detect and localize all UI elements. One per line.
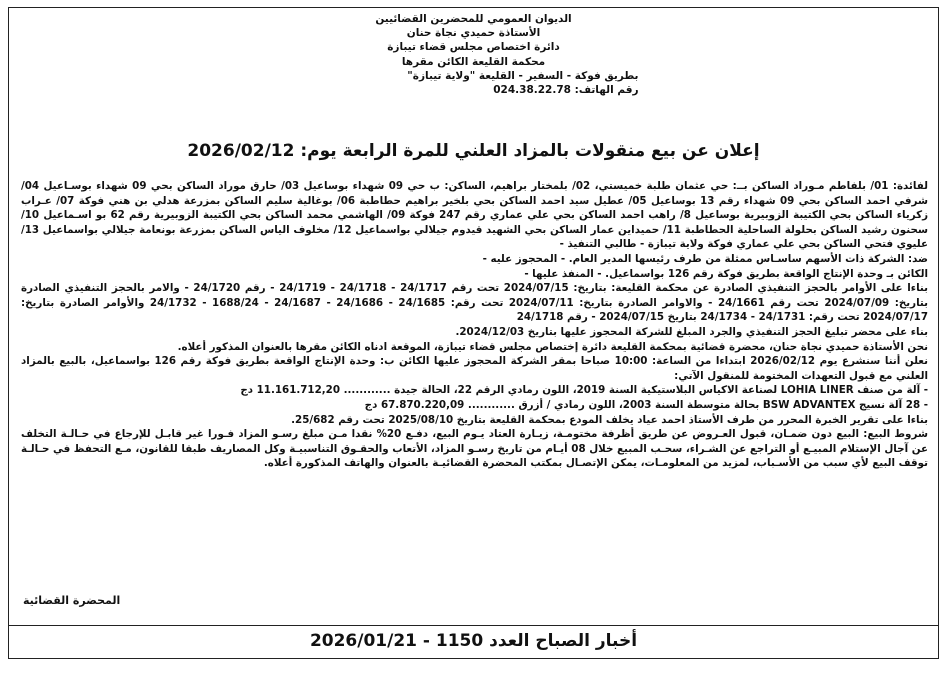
bailiff-statement-paragraph: نحن الأستاذة حميدي نجاة حنان، محضرة قضائية بمحكمة القليعة دائرة إختصاص مجلس قضاء تيبازة، الموقعة ادناه الكائن مقرها بالعنوان المذكور أعلاه.: [177, 340, 928, 353]
seizure-notification-paragraph: بناء على محضر تبليغ الحجز التنفيذي والجرد المبلغ للشركة المحجوز عليها بتاريخ 2024/12/03.: [455, 325, 928, 338]
header-court: محكمة القليعة الكائن مقرها: [401, 55, 546, 68]
header-bailiff-name: الأستاذة حميدي نجاة حنان: [406, 27, 541, 40]
footer-text: أخبار الصباح العدد 1150 -: [422, 631, 638, 651]
notice-title-date: 2026/02/12: [187, 141, 295, 161]
bailiff-header: [9, 12, 938, 97]
sale-conditions-paragraph: شروط البيع: البيع دون ضمـان، قبول العـروض عن طريق أظرفة مختومـة، زيـارة العتاد يـوم البيع، دفـع 20% نقدا مـن مبلغ رسـو المزاد فـورا غير قابـل للإرجاع في حـالـة التخلف عن آجال الإستلام المبيـع أو التراجع عن الشـراء، سحـب المبيع خلال 08 أيـام من تاريخ رسـو المزاد، الأتعاب والحقـوق التناسبيـة وكل المصاريف طبقا للقانون، مـع التحفظ في حـالـة توقف البيع لأي سبب من الأسـباب، لمزيد من المعلومـات، يمكن الإتصـال بمكتب المحضرة القضائيـة بالعنوان والهاتف المذكورة أعلاه.: [21, 428, 928, 470]
notice-body: [21, 179, 928, 471]
header-jurisdiction: دائرة اختصاص مجلس قضاء تيبازة: [387, 41, 560, 54]
expert-report-paragraph: بناءا على تقرير الخبرة المحرر من طرف الأستاذ احمد عياد يخلف المودع بمحكمة القليعة بتاريخ 2025/08/10 تحت رقم 25/682.: [291, 413, 928, 426]
header-address: بطريق فوكة - السفير - القليعة "ولاية تيبازة": [407, 69, 639, 82]
creditors-paragraph: لفائدة: 01/ بلفاطم مـوراد الساكن بــ: حي عثمان طلبة خميستي، 02/ بلمختار براهيم، الساكن: ب حي 09 شهداء بوساعيل 03/ حارق موراد الساكن بحي 09 شهداء بوسـاعيل 04/ شرفي احمد الساكن بحي 09 شهداء رقم 13 بوساعيل 05/ عطيل سيد احمد الساكن بحي بلخير براهيم حطاطبة 06/ بوغالية سليم الساكن بمزرعة هدلي بن هني فوكة 07/ عـراب زكرياء الساكن بحي الكتيبة الزوبيرية بوساعيل 8/ راهب احمد الساكن بحي علي عماري رقم 247 فوكة 09/ الهاشمي محمد الساكن بحي الكتيبة الزوبيرية رقم 62 بو اسـماعيل 10/ سحنون رشيد الساكن بحلولة الساحلية الحطاطبة 11/ حميداين عمار الساكن بحي الشهيد قيدوم جيلالي بواسماعيل 12/ مخلوف الياس الساكن بمزرعة بونعامة جيلالي بواسماعيل 13/ عليوي فتحي الساكن بحي علي عماري فوكة ولاية تيبازة - طالبي التنفيذ -: [21, 180, 929, 251]
debtor-paragraph: ضد: الشركة ذات الأسهم ساسـاس ممثلة من طرف رئيسها المدير العام. - المحجوز عليه -: [482, 252, 928, 265]
header-office: الديوان العمومي للمحضرين القضائيين: [375, 13, 572, 25]
seizure-orders-paragraph: بناءا على الأوامر بالحجز التنفيذي الصادرة عن محكمة القليعة: بتاريخ: 2024/07/15 تحت رقم 24/1717 - 24/1718 - 24/1719 - رقم 24/1720 - والامر بالحجز التنفيذي الصادرة بتاريخ: 2024/07/09 تحت رقم 24/1661 - والاوامر الصادرة بتاريخ: 2024/07/11 تحت رقم: 24/1685 - 24/1686 - 24/1687 - 1688/24 - 24/1732 والأوامر الصادرة بتاريخ: 2024/07/17 تحت رقم: 24/1731 - 24/1734 بتاريخ 2024/07/15 - رقم 24/1718: [21, 282, 929, 324]
item-lohia-liner: - آلة من صنف LOHIA LINER لصناعة الاكياس البلاستيكية السنة 2019، اللون رمادي الرقم 22، الحالة جيدة ............ 11.161.712,20 دج: [240, 384, 928, 397]
header-phone: رقم الهاتف: 024.38.22.78: [493, 84, 639, 97]
debtor-address-paragraph: الكائن بـ وحدة الإنتاج الواقعة بطريق فوكة رقم 126 بواسماعيل. - المنفذ عليها -: [524, 267, 928, 280]
footer-date: 2026/01/21: [309, 631, 417, 651]
item-bsw-advantex: - 28 آلة نسيج BSW ADVANTEX بحالة متوسطة السنة 2003، اللون رمادي / أزرق ............ 67.870.220,09 دج: [364, 398, 928, 411]
notice-title: [9, 141, 938, 161]
signature-label: المحضرة القضائية: [23, 594, 121, 607]
newspaper-footer: [9, 625, 938, 658]
notice-title-text: إعلان عن بيع منقولات بالمزاد العلني للمرة الرابعة يوم:: [300, 141, 760, 161]
auction-announcement-paragraph: نعلن أننا سنشرع يوم 2026/02/12 ابتداءا من الساعة: 10:00 صباحا بمقر الشركة المحجوز عليها الكائن ب: وحدة الإنتاج الواقعة بطريق فوكة رقم 126 بواسماعيل، بالبيع بالمزاد العلني مع قبول التعهدات المختومة للمنقول الآتي:: [21, 355, 928, 382]
legal-notice-page: [8, 7, 939, 659]
